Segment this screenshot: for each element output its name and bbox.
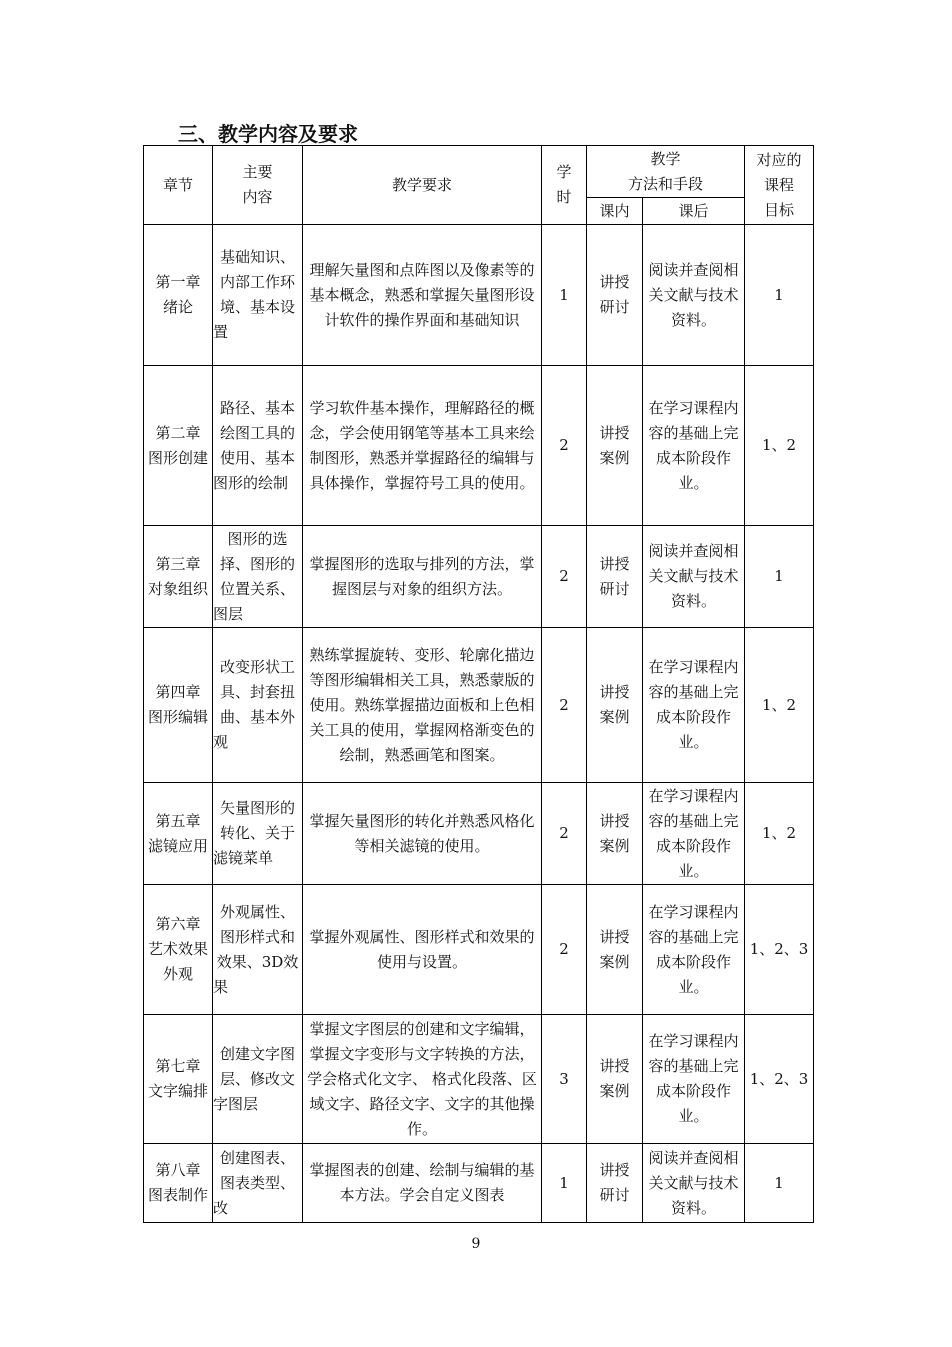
header-in-class: 课内 bbox=[587, 198, 643, 225]
in-class-cell: 讲授 案例 bbox=[587, 783, 643, 885]
requirements-cell: 掌握外观属性、图形样式和效果的使用与设置。 bbox=[303, 885, 542, 1015]
chapter-cell: 第八章 图表制作 bbox=[144, 1144, 213, 1223]
after-class-cell: 在学习课程内容的基础上完成本阶段作业。 bbox=[643, 1015, 745, 1144]
requirements-cell: 掌握文字图层的创建和文字编辑，掌握文字变形与文字转换的方法，学会格式化文字、 格式化段落、区域文字、路径文字、文字的其他操作。 bbox=[303, 1015, 542, 1144]
in-class-cell: 讲授 案例 bbox=[587, 885, 643, 1015]
teaching-content-table bbox=[143, 145, 814, 1223]
hours-cell: 1 bbox=[542, 1144, 587, 1223]
objectives-cell: 1 bbox=[745, 526, 814, 628]
chapter-cell: 第一章 绪论 bbox=[144, 225, 213, 366]
objectives-cell: 1 bbox=[745, 1144, 814, 1223]
main-content-cell: 基础知识、内部工作环境、基本设置 bbox=[213, 225, 303, 366]
hours-cell: 2 bbox=[542, 366, 587, 526]
chapter-cell: 第四章 图形编辑 bbox=[144, 628, 213, 783]
objectives-cell: 1、2 bbox=[745, 783, 814, 885]
requirements-cell: 熟练掌握旋转、变形、轮廓化描边等图形编辑相关工具，熟悉蒙版的使用。熟练掌握描边面板和上色相关工具的使用，掌握网格渐变色的绘制，熟悉画笔和图案。 bbox=[303, 628, 542, 783]
after-class-cell: 在学习课程内容的基础上完成本阶段作业。 bbox=[643, 783, 745, 885]
header-after-class: 课后 bbox=[643, 198, 745, 225]
main-content-cell: 创建图表、图表类型、改 bbox=[213, 1144, 303, 1223]
main-content-cell: 改变形状工具、封套扭曲、基本外观 bbox=[213, 628, 303, 783]
hours-cell: 1 bbox=[542, 225, 587, 366]
chapter-cell: 第五章 滤镜应用 bbox=[144, 783, 213, 885]
objectives-cell: 1、2 bbox=[745, 628, 814, 783]
objectives-cell: 1、2、3 bbox=[745, 885, 814, 1015]
table-row bbox=[144, 526, 814, 628]
table-row bbox=[144, 366, 814, 526]
header-hours: 学 时 bbox=[542, 146, 587, 225]
after-class-cell: 阅读并查阅相关文献与技术资料。 bbox=[643, 225, 745, 366]
objectives-cell: 1 bbox=[745, 225, 814, 366]
main-content-cell: 路径、基本绘图工具的使用、基本图形的绘制 bbox=[213, 366, 303, 526]
in-class-cell: 讲授 案例 bbox=[587, 1015, 643, 1144]
chapter-cell: 第六章 艺术效果外观 bbox=[144, 885, 213, 1015]
requirements-cell: 理解矢量图和点阵图以及像素等的基本概念，熟悉和掌握矢量图形设计软件的操作界面和基础知识 bbox=[303, 225, 542, 366]
page-number: 9 bbox=[471, 1236, 481, 1252]
in-class-cell: 讲授 案例 bbox=[587, 366, 643, 526]
chapter-cell: 第三章 对象组织 bbox=[144, 526, 213, 628]
requirements-cell: 掌握矢量图形的转化并熟悉风格化等相关滤镜的使用。 bbox=[303, 783, 542, 885]
table-row bbox=[144, 1144, 814, 1223]
requirements-cell: 掌握图表的创建、绘制与编辑的基本方法。学会自定义图表 bbox=[303, 1144, 542, 1223]
table-row bbox=[144, 1015, 814, 1144]
section-title: 三、教学内容及要求 bbox=[178, 122, 358, 146]
header-chapter: 章节 bbox=[144, 146, 213, 225]
after-class-cell: 阅读并查阅相关文献与技术资料。 bbox=[643, 1144, 745, 1223]
in-class-cell: 讲授 研讨 bbox=[587, 225, 643, 366]
hours-cell: 2 bbox=[542, 783, 587, 885]
objectives-cell: 1、2 bbox=[745, 366, 814, 526]
main-content-cell: 外观属性、图形样式和效果、3D效果 bbox=[213, 885, 303, 1015]
after-class-cell: 在学习课程内容的基础上完成本阶段作业。 bbox=[643, 628, 745, 783]
header-main-content: 主要 内容 bbox=[213, 146, 303, 225]
requirements-cell: 学习软件基本操作，理解路径的概念，学会使用钢笔等基本工具来绘制图形，熟悉并掌握路径的编辑与具体操作，掌握符号工具的使用。 bbox=[303, 366, 542, 526]
main-content-cell: 矢量图形的转化、关于滤镜菜单 bbox=[213, 783, 303, 885]
header-requirements: 教学要求 bbox=[303, 146, 542, 225]
hours-cell: 2 bbox=[542, 885, 587, 1015]
in-class-cell: 讲授 研讨 bbox=[587, 1144, 643, 1223]
table-row bbox=[144, 225, 814, 366]
hours-cell: 2 bbox=[542, 628, 587, 783]
chapter-cell: 第七章 文字编排 bbox=[144, 1015, 213, 1144]
table-row bbox=[144, 783, 814, 885]
in-class-cell: 讲授 案例 bbox=[587, 628, 643, 783]
table-row bbox=[144, 885, 814, 1015]
header-objectives: 对应的 课程 目标 bbox=[745, 146, 814, 225]
hours-cell: 3 bbox=[542, 1015, 587, 1144]
main-content-cell: 图形的选择、图形的位置关系、图层 bbox=[213, 526, 303, 628]
hours-cell: 2 bbox=[542, 526, 587, 628]
after-class-cell: 在学习课程内容的基础上完成本阶段作业。 bbox=[643, 366, 745, 526]
in-class-cell: 讲授 研讨 bbox=[587, 526, 643, 628]
requirements-cell: 掌握图形的选取与排列的方法，掌握图层与对象的组织方法。 bbox=[303, 526, 542, 628]
table-row bbox=[144, 628, 814, 783]
objectives-cell: 1、2、3 bbox=[745, 1015, 814, 1144]
after-class-cell: 在学习课程内容的基础上完成本阶段作业。 bbox=[643, 885, 745, 1015]
header-methods: 教学 方法和手段 bbox=[587, 146, 745, 198]
chapter-cell: 第二章 图形创建 bbox=[144, 366, 213, 526]
after-class-cell: 阅读并查阅相关文献与技术资料。 bbox=[643, 526, 745, 628]
main-content-cell: 创建文字图层、修改文字图层 bbox=[213, 1015, 303, 1144]
